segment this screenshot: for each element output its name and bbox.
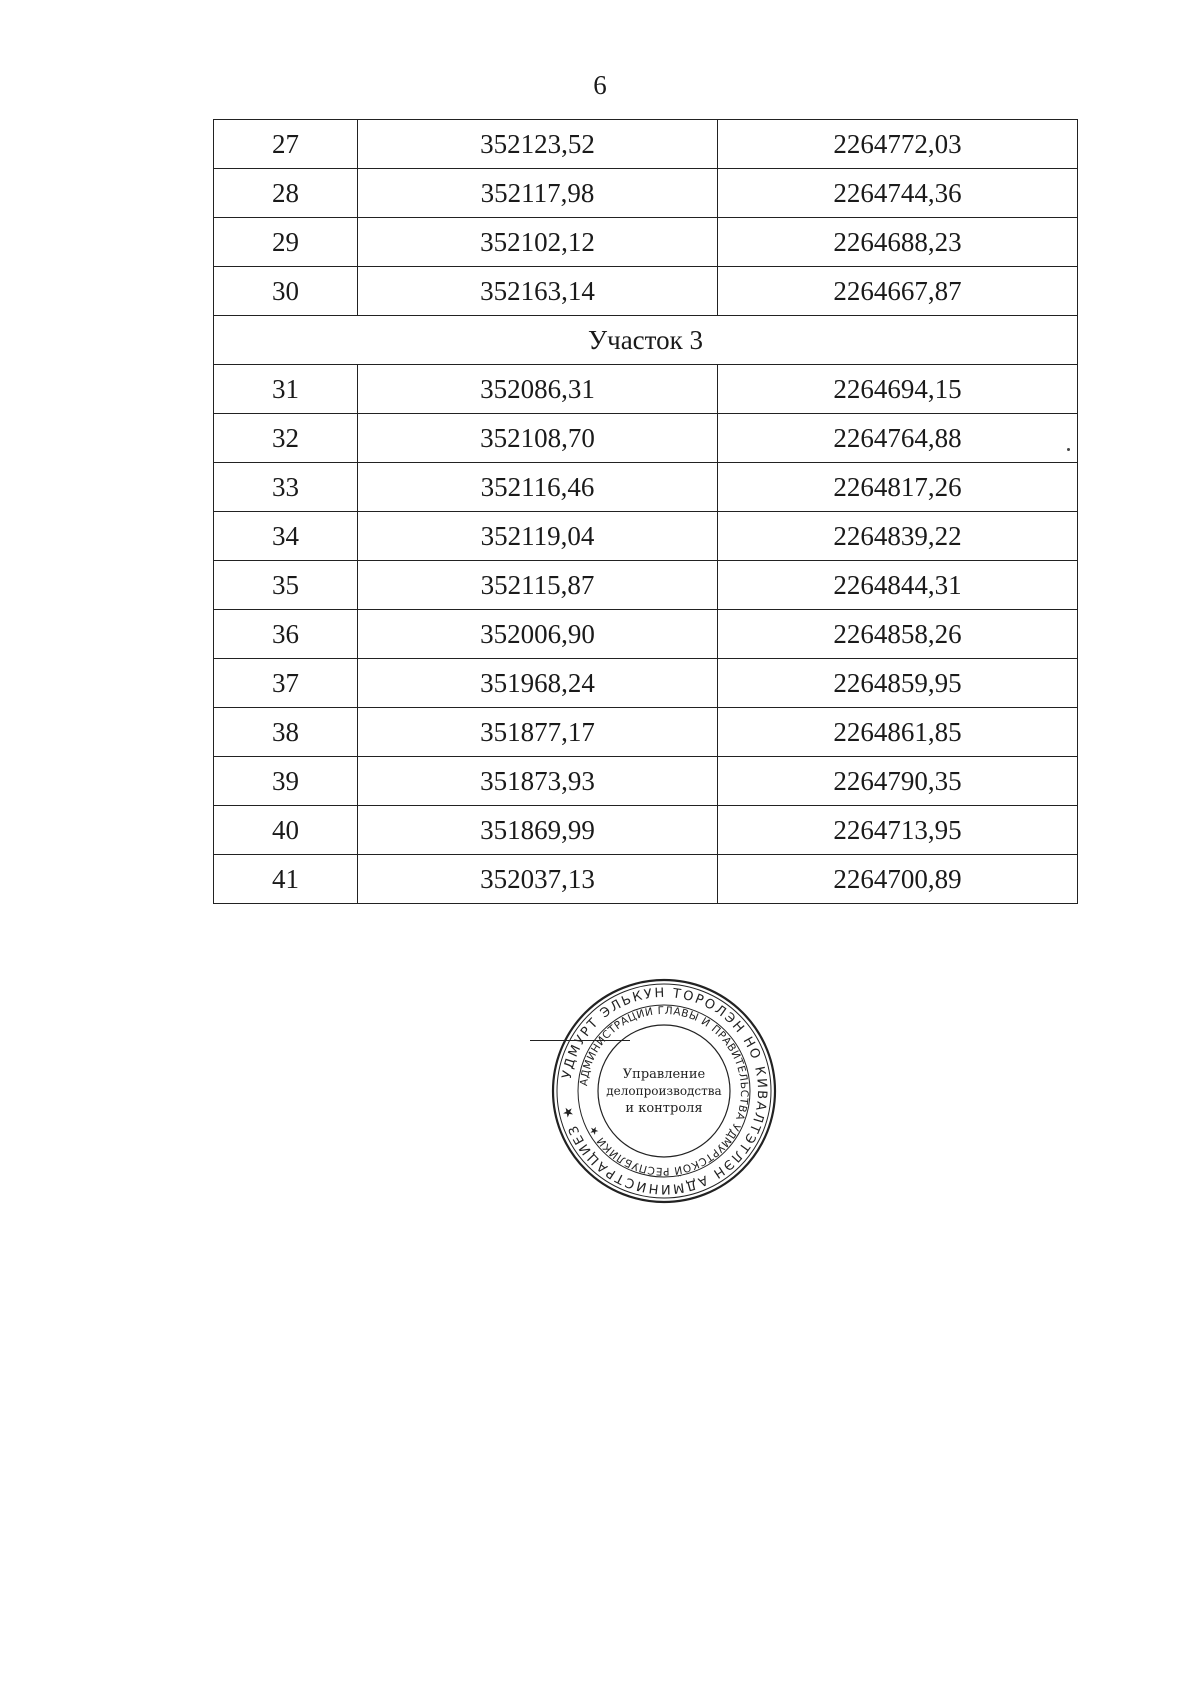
table-row (214, 512, 1078, 561)
coord-x: 352006,90 (358, 610, 718, 659)
point-number: 31 (214, 365, 358, 414)
table-row (214, 561, 1078, 610)
coord-y: 2264817,26 (718, 463, 1078, 512)
table-row (214, 757, 1078, 806)
stamp-center-line: и контроля (625, 1101, 703, 1116)
point-number: 36 (214, 610, 358, 659)
point-number: 28 (214, 169, 358, 218)
official-stamp (551, 978, 777, 1204)
coord-x: 352108,70 (358, 414, 718, 463)
page-number: 6 (593, 70, 607, 100)
coord-y: 2264744,36 (718, 169, 1078, 218)
coord-x: 352102,12 (358, 218, 718, 267)
coord-y: 2264790,35 (718, 757, 1078, 806)
coord-x: 352123,52 (358, 120, 718, 169)
coord-x: 352117,98 (358, 169, 718, 218)
coord-y: 2264688,23 (718, 218, 1078, 267)
table-row (214, 708, 1078, 757)
coord-x: 351869,99 (358, 806, 718, 855)
point-number: 37 (214, 659, 358, 708)
coord-x: 352116,46 (358, 463, 718, 512)
scan-dot (1067, 448, 1070, 451)
point-number: 39 (214, 757, 358, 806)
coord-y: 2264858,26 (718, 610, 1078, 659)
coord-y: 2264694,15 (718, 365, 1078, 414)
stamp-inner-text: АДМИНИСТРАЦИИ ГЛАВЫ И ПРАВИТЕЛЬСТВА УДМУРТСКОЙ РЕСПУБЛИКИ ★ (578, 1004, 751, 1178)
coord-y: 2264772,03 (718, 120, 1078, 169)
coord-y: 2264839,22 (718, 512, 1078, 561)
coord-x: 352163,14 (358, 267, 718, 316)
point-number: 41 (214, 855, 358, 904)
table-row (214, 169, 1078, 218)
point-number: 32 (214, 414, 358, 463)
point-number: 34 (214, 512, 358, 561)
coord-y: 2264861,85 (718, 708, 1078, 757)
table-row (214, 120, 1078, 169)
coord-x: 351877,17 (358, 708, 718, 757)
coord-x: 352086,31 (358, 365, 718, 414)
stamp-center-line: делопроизводства (606, 1084, 722, 1098)
coord-x: 351873,93 (358, 757, 718, 806)
table-row (214, 414, 1078, 463)
point-number: 27 (214, 120, 358, 169)
table-row (214, 855, 1078, 904)
point-number: 33 (214, 463, 358, 512)
coord-y: 2264764,88 (718, 414, 1078, 463)
stamp-center-line: Управление (622, 1067, 706, 1082)
coord-y: 2264859,95 (718, 659, 1078, 708)
table-row (214, 463, 1078, 512)
coord-y: 2264667,87 (718, 267, 1078, 316)
point-number: 40 (214, 806, 358, 855)
point-number: 29 (214, 218, 358, 267)
table-row (214, 365, 1078, 414)
coord-y: 2264844,31 (718, 561, 1078, 610)
point-number: 30 (214, 267, 358, 316)
section-title: Участок 3 (214, 316, 1078, 365)
coord-x: 352115,87 (358, 561, 718, 610)
table-row (214, 659, 1078, 708)
coord-y: 2264700,89 (718, 855, 1078, 904)
table-row (214, 610, 1078, 659)
point-number: 38 (214, 708, 358, 757)
section-row (214, 316, 1078, 365)
stamp-outer-text: УДМУРТ ЭЛЬКУН ТОРОЛЭН НО КИВАЛТЭТЛЭН АДМИНИСТРАЦИЕЗ ★ (559, 985, 770, 1197)
point-number: 35 (214, 561, 358, 610)
table-row (214, 806, 1078, 855)
coord-x: 351968,24 (358, 659, 718, 708)
coord-x: 352037,13 (358, 855, 718, 904)
coordinates-table (213, 119, 1078, 904)
coord-x: 352119,04 (358, 512, 718, 561)
table-row (214, 267, 1078, 316)
table-row (214, 218, 1078, 267)
coord-y: 2264713,95 (718, 806, 1078, 855)
